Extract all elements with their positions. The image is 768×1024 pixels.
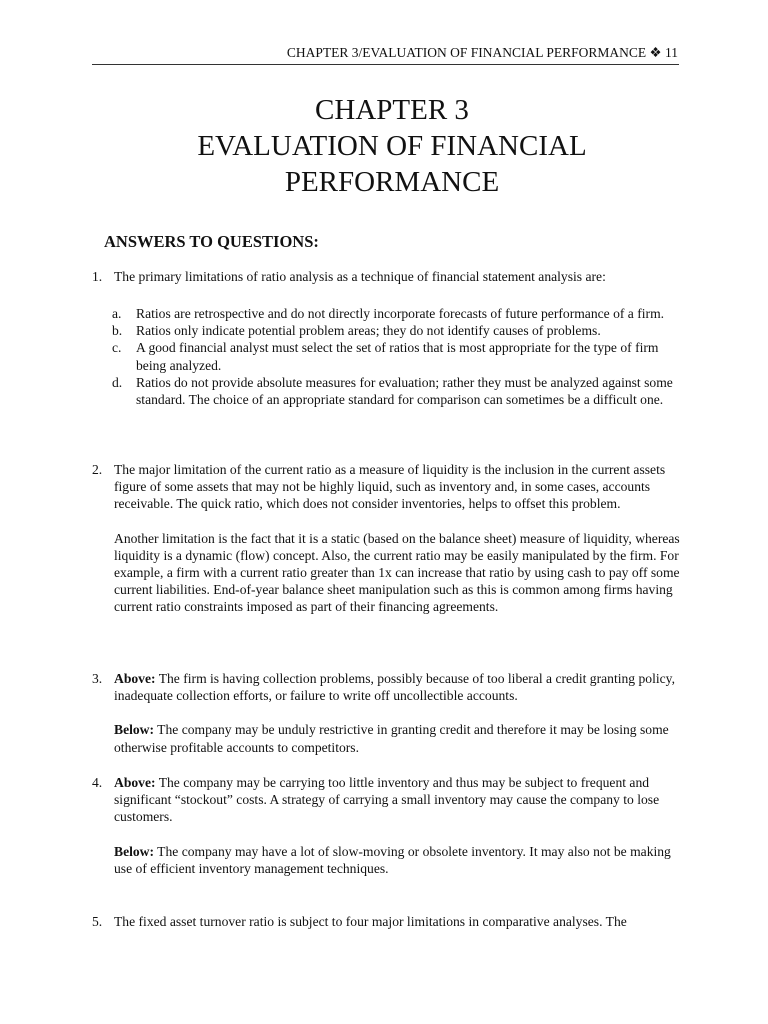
above-text: The company may be carrying too little inventory and thus may be subject to frequent and significant “stockout” costs. A strategy of carrying a small inventory may cause the company to lose customers.: [114, 775, 660, 825]
list-item-text: Ratios are retrospective and do not directly incorporate forecasts of future performance of a firm.: [136, 306, 665, 321]
section-heading: ANSWERS TO QUESTIONS:: [104, 232, 319, 251]
question-text: The fixed asset turnover ratio is subject to four major limitations in comparative analyses. The: [114, 914, 627, 929]
list-item: [92, 305, 692, 322]
chapter-title-line-2: EVALUATION OF FINANCIAL: [197, 130, 587, 162]
list-item-text: A good financial analyst must select the set of ratios that is most appropriate for the type of firm being analyzed.: [136, 340, 659, 373]
above-label: Above:: [114, 671, 156, 686]
question-paragraph-1: The major limitation of the current ratio as a measure of liquidity is the inclusion in the current assets figure of some assets that may not be highly liquid, such as inventory and, in some cases, accounts receivable. The quick ratio, which does not consider inventories, helps to offset this problem.: [114, 462, 666, 512]
below-text: The company may be unduly restrictive in granting credit and therefore it may be losing some otherwise profitable accounts to competitors.: [114, 722, 669, 755]
list-item: [92, 322, 692, 339]
chapter-title-line-1: CHAPTER 3: [315, 94, 469, 126]
list-item-letter: d.: [112, 374, 123, 390]
question-text: The primary limitations of ratio analysis as a technique of financial statement analysis are:: [114, 269, 606, 284]
running-header: CHAPTER 3/EVALUATION OF FINANCIAL PERFORMANCE ❖ 11: [286, 45, 678, 60]
list-item: [92, 339, 692, 373]
below-paragraph: [114, 721, 688, 755]
question-number: 3.: [92, 671, 103, 686]
question-number: 4.: [92, 775, 103, 790]
question-paragraph-2: Another limitation is the fact that it is a static (based on the balance sheet) measure of liquidity, whereas liquidity is a dynamic (flow) concept. Also, the current ratio may be easily manipulated by the firm. For example, a firm with a current ratio greater than 1x can increase that ratio by using cash to pay off some current liabilities. End-of-year balance sheet manipulation such as this is common among firms having current ratio constraints imposed as part of their financing agreements.: [114, 530, 680, 615]
chapter-title: [92, 92, 692, 200]
above-paragraph: [114, 670, 688, 704]
question-1-sublist: [92, 305, 692, 408]
question-number: 2.: [92, 462, 103, 477]
list-item-letter: a.: [112, 306, 122, 321]
list-item-text: Ratios only indicate potential problem areas; they do not identify causes of problems.: [136, 323, 601, 339]
chapter-title-line-3: PERFORMANCE: [284, 166, 500, 198]
below-paragraph: [114, 843, 688, 877]
list-item: [92, 374, 692, 408]
above-label: Above:: [114, 775, 156, 790]
list-item-letter: b.: [112, 323, 123, 339]
below-text: The company may have a lot of slow-moving or obsolete inventory. It may also not be making use of efficient inventory management techniques.: [114, 843, 671, 876]
above-text: The firm is having collection problems, possibly because of too liberal a credit granting policy, inadequate collection efforts, or failure to write off uncollectible accounts.: [114, 671, 675, 704]
list-item-text: Ratios do not provide absolute measures for evaluation; rather they must be analyzed against some standard. The choice of an appropriate standard for comparison can sometimes be a difficult one.: [136, 374, 673, 408]
question-number: 1.: [92, 269, 103, 284]
below-label: Below:: [114, 722, 155, 738]
question-number: 5.: [92, 914, 103, 929]
above-paragraph: [114, 774, 688, 826]
header-rule: [92, 64, 679, 65]
below-label: Below:: [114, 843, 155, 859]
list-item-letter: c.: [112, 340, 122, 356]
